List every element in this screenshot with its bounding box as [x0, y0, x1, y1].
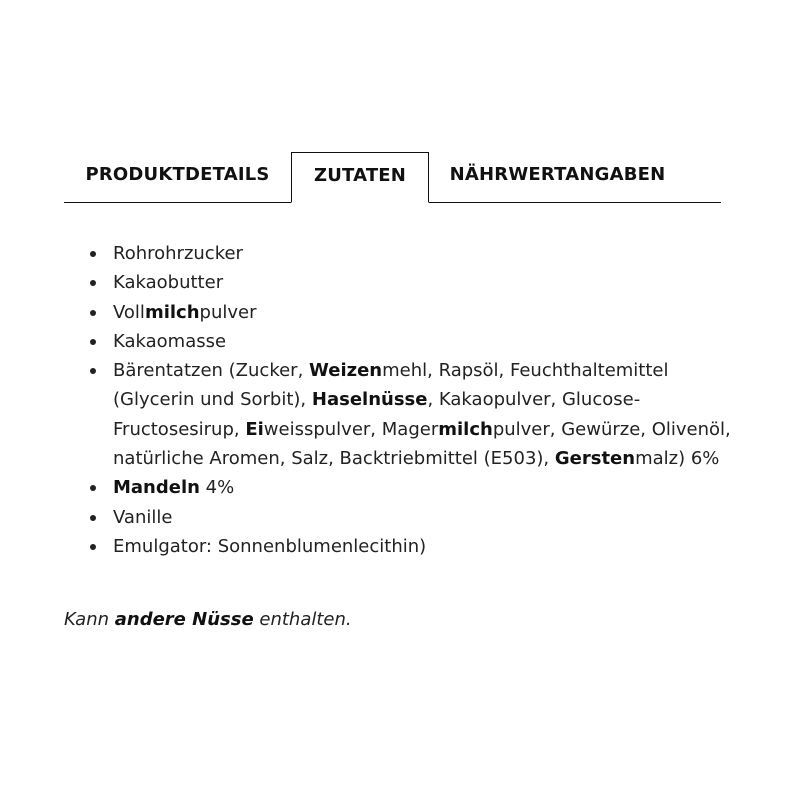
tab-produktdetails[interactable]: PRODUKTDETAILS	[85, 164, 270, 185]
ingredient-item: Emulgator: Sonnenblumenlecithin)	[113, 532, 753, 561]
ingredient-item: Mandeln 4%	[113, 473, 753, 502]
tab-bar	[64, 152, 721, 203]
ingredient-item: Vollmilchpulver	[113, 298, 753, 327]
allergen-highlight: Weizen	[309, 360, 383, 382]
ingredient-item: Kakaobutter	[113, 268, 753, 297]
allergen-highlight: Haselnüsse	[311, 389, 428, 411]
allergen-highlight: milch	[438, 418, 493, 440]
ingredient-item: Bärentatzen (Zucker, Weizenmehl, Rapsöl, Feuchthaltemittel (Glycerin und Sorbit), Haselnüsse, Kakaopulver, Glucose-Fructosesirup, Eiweisspulver, Magermilchpulver, Gewürze, Olivenöl, natürliche Aromen, Salz, Backtriebmittel (E503), Gerstenmalz) 6%	[113, 356, 753, 473]
ingredient-item: Vanille	[113, 503, 753, 532]
ingredient-item: Kakaomasse	[113, 327, 753, 356]
ingredient-list	[88, 239, 753, 561]
tab-naehrwertangaben[interactable]: NÄHRWERTANGABEN	[449, 164, 666, 185]
tab-zutaten[interactable]: ZUTATEN	[291, 152, 429, 203]
allergen-highlight: Mandeln	[113, 477, 200, 499]
allergen-note: Kann andere Nüsse enthalten.	[64, 609, 352, 630]
allergen-highlight: milch	[144, 301, 200, 323]
allergen-highlight: andere Nüsse	[114, 609, 254, 630]
allergen-highlight: Gersten	[554, 448, 636, 470]
allergen-highlight: Ei	[245, 418, 264, 440]
ingredient-item: Rohrohrzucker	[113, 239, 753, 268]
